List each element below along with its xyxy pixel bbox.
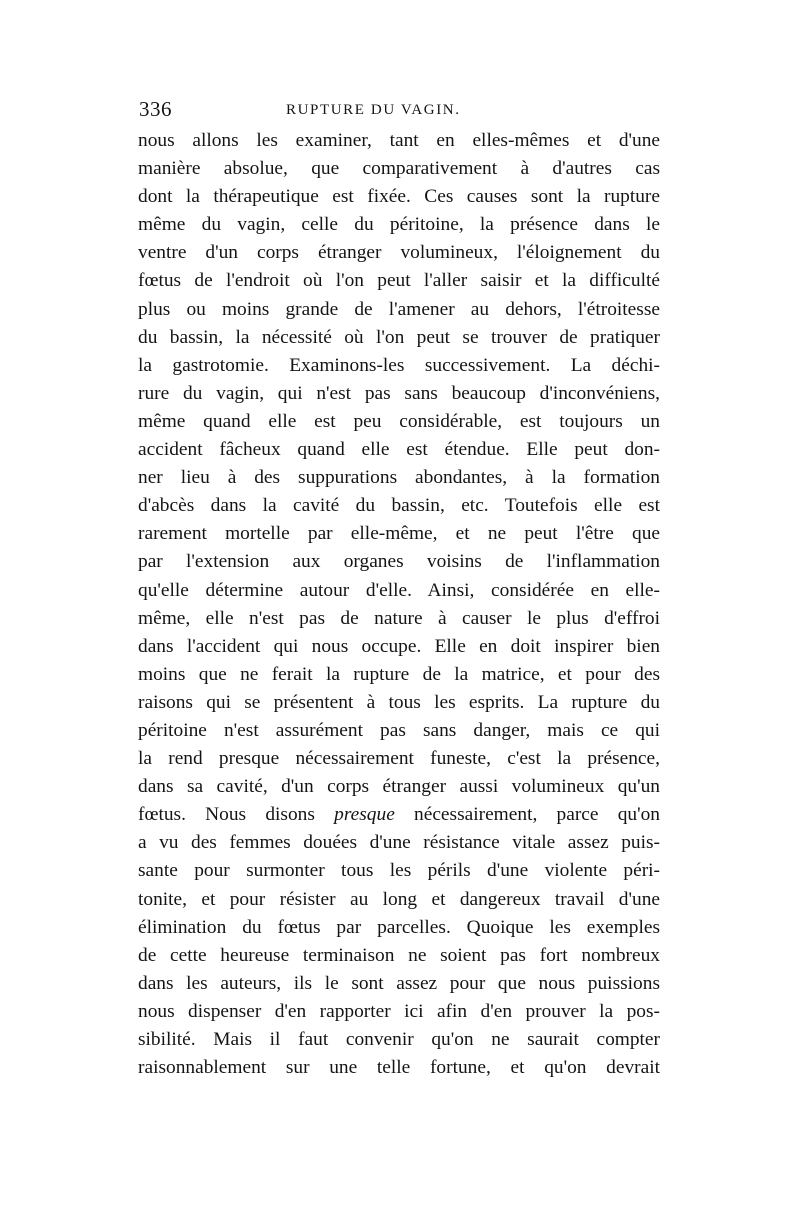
text-line: dans les auteurs, ils le sont assez pour que nous puissions [138,972,660,994]
text-line: nous dispenser d'en rapporter ici afin d'en prouver la pos- [138,1000,660,1022]
text-line: du bassin, la nécessité où l'on peut se trouver de pratiquer [138,326,660,348]
text-line: sibilité. Mais il faut convenir qu'on ne saurait compter [138,1029,660,1050]
text-line: rure du vagin, qui n'est pas sans beaucoup d'inconvéniens, [138,382,660,404]
text-line: manière absolue, que comparativement à d'autres cas [138,158,660,180]
text-line: fœtus. Nous disons presque nécessairement, parce qu'on [138,804,660,826]
text-line: la gastrotomie. Examinons-les successivement. La déchi- [138,354,660,376]
text-line: fœtus de l'endroit où l'on peut l'aller saisir et la difficulté [138,270,660,292]
running-head [139,95,660,123]
text-line: dont la thérapeutique est fixée. Ces causes sont la rupture [138,186,660,208]
text-line: même, elle n'est pas de nature à causer le plus d'effroi [138,607,660,629]
text-line: accident fâcheux quand elle est étendue. Elle peut don- [138,439,660,461]
text-line: sante pour surmonter tous les périls d'une violente péri- [138,860,660,882]
text-line: même du vagin, celle du péritoine, la présence dans le [138,214,660,236]
text-line: dans sa cavité, d'un corps étranger aussi volumineux qu'un [138,776,660,798]
emphasis: presque [334,804,395,826]
text-line: d'abcès dans la cavité du bassin, etc. Toutefois elle est [138,495,660,517]
text-line: ventre d'un corps étranger volumineux, l'éloignement du [138,242,660,264]
body-text [138,127,660,1082]
running-title: RUPTURE DU VAGIN. [286,102,461,118]
text-line: dans l'accident qui nous occupe. Elle en doit inspirer bien [138,635,660,657]
text-line: par l'extension aux organes voisins de l'inflammation [138,551,660,573]
text-line: rarement mortelle par elle-même, et ne peut l'être que [138,523,660,545]
text-line: de cette heureuse terminaison ne soient pas fort nombreux [138,944,660,966]
text-line: la rend presque nécessairement funeste, c'est la présence, [138,748,660,770]
text-line: a vu des femmes douées d'une résistance vitale assez puis- [138,832,660,854]
text-line: moins que ne ferait la rupture de la matrice, et pour des [138,663,660,685]
text-line: péritoine n'est assurément pas sans danger, mais ce qui [138,719,660,741]
text-line: raisons qui se présentent à tous les esprits. La rupture du [138,691,660,713]
text-line: plus ou moins grande de l'amener au dehors, l'étroitesse [138,298,660,320]
text-line: raisonnablement sur une telle fortune, et qu'on devrait [138,1057,660,1079]
text-line: nous allons les examiner, tant en elles-mêmes et d'une [138,130,660,151]
text-line: ner lieu à des suppurations abondantes, à la formation [138,467,660,489]
page-number: 336 [139,97,172,121]
text-line: même quand elle est peu considérable, est toujours un [138,410,660,432]
text-line: élimination du fœtus par parcelles. Quoique les exemples [138,916,660,938]
text-line: qu'elle détermine autour d'elle. Ainsi, considérée en elle- [138,579,660,601]
text-line: tonite, et pour résister au long et dangereux travail d'une [138,888,660,910]
